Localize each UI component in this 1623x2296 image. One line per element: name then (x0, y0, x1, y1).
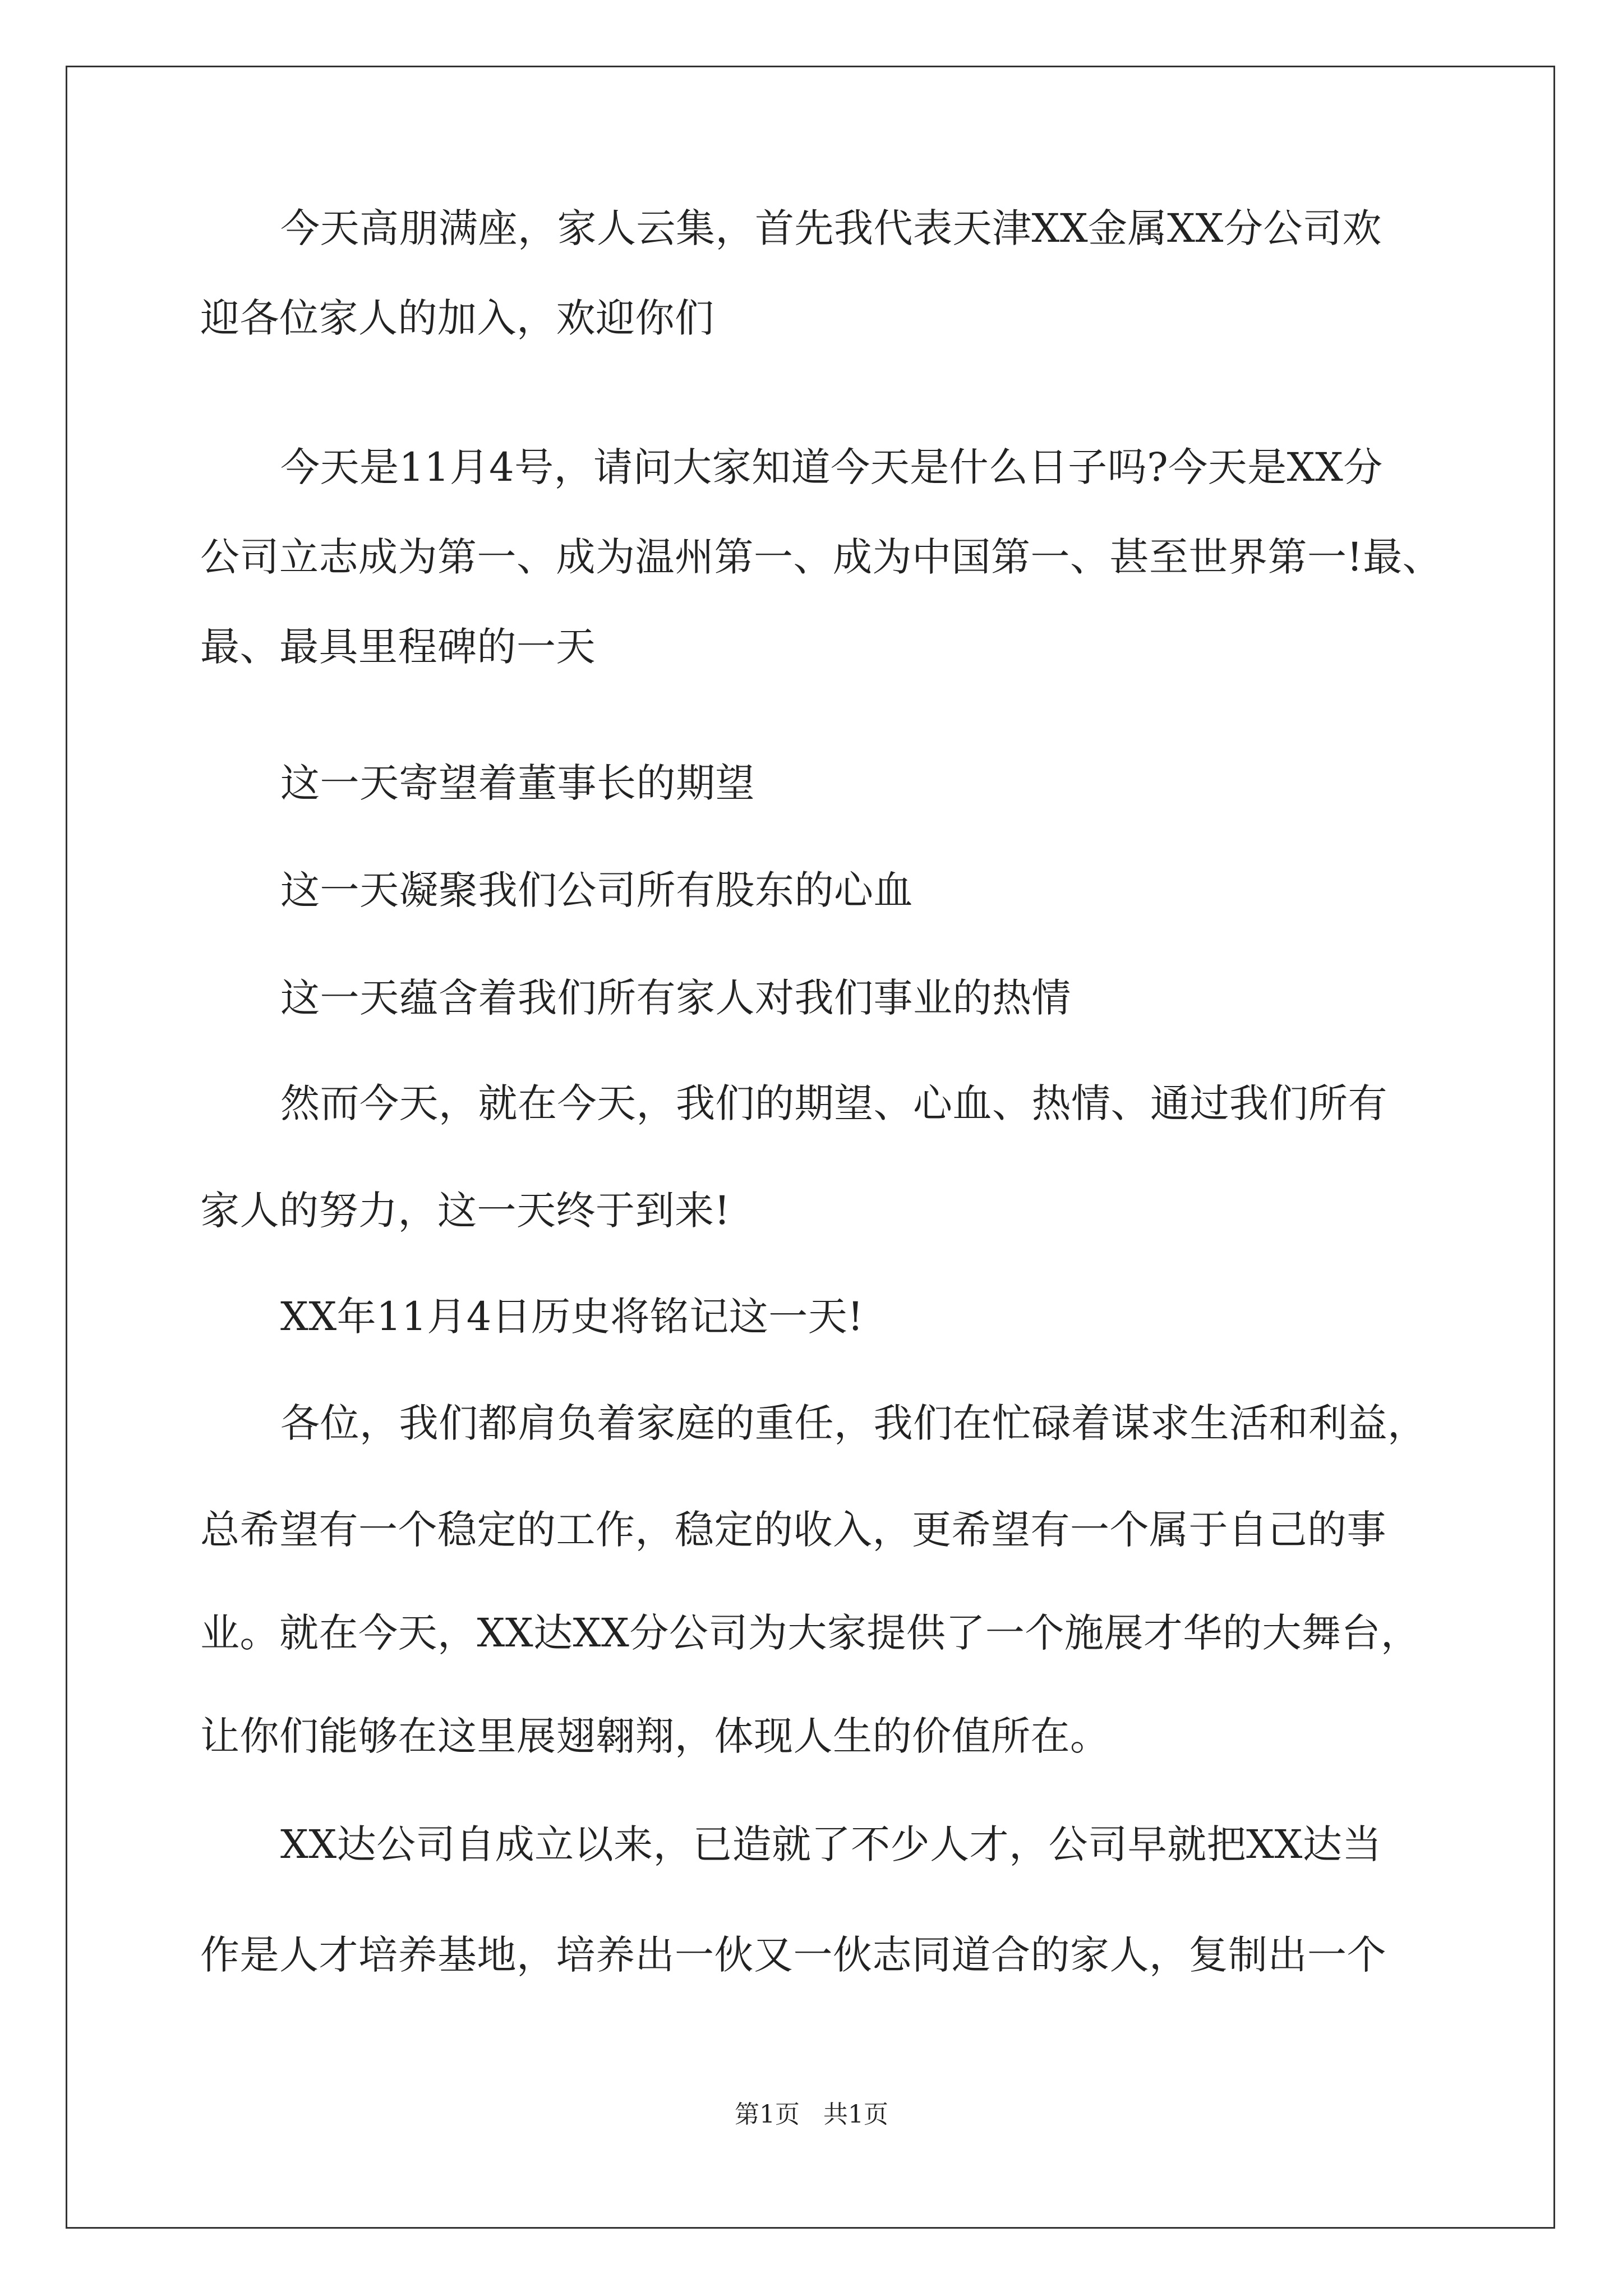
text-line: 这一天寄望着董事长的期望 (280, 760, 755, 806)
text-line: XX年11月4日历史将铭记这一天! (280, 1294, 864, 1340)
page-border (66, 66, 1555, 2229)
text-line: 然而今天，就在今天，我们的期望、心血、热情、通过我们所有 (280, 1080, 1387, 1126)
text-line: 迎各位家人的加入，欢迎你们 (200, 295, 714, 341)
text-line: 作是人才培养基地，培养出一伙又一伙志同道合的家人，复制出一个 (200, 1932, 1386, 1978)
text-line: 这一天凝聚我们公司所有股东的心血 (280, 867, 913, 913)
text-line: 让你们能够在这里展翅翱翔，体现人生的价值所在。 (200, 1713, 1110, 1759)
text-line: 总希望有一个稳定的工作，稳定的收入，更希望有一个属于自己的事 (200, 1507, 1386, 1553)
text-line: 家人的努力，这一天终于到来! (200, 1188, 731, 1234)
text-line: 公司立志成为第一、成为温州第一、成为中国第一、甚至世界第一!最、 (200, 534, 1442, 580)
text-line: 业。就在今天，XX达XX分公司为大家提供了一个施展才华的大舞台， (200, 1610, 1421, 1656)
text-line: 最、最具里程碑的一天 (200, 624, 596, 670)
text-line: 各位，我们都肩负着家庭的重任，我们在忙碌着谋求生活和利益， (280, 1400, 1427, 1446)
text-line: 今天是11月4号，请问大家知道今天是什么日子吗?今天是XX分 (280, 444, 1383, 490)
page-number-footer: 第1页 共1页 (735, 2100, 888, 2129)
text-line: 这一天蕴含着我们所有家人对我们事业的热情 (280, 975, 1071, 1021)
text-line: 今天高朋满座，家人云集，首先我代表天津XX金属XX分公司欢 (280, 205, 1382, 251)
text-line: XX达公司自成立以来，已造就了不少人才，公司早就把XX达当 (280, 1821, 1382, 1867)
